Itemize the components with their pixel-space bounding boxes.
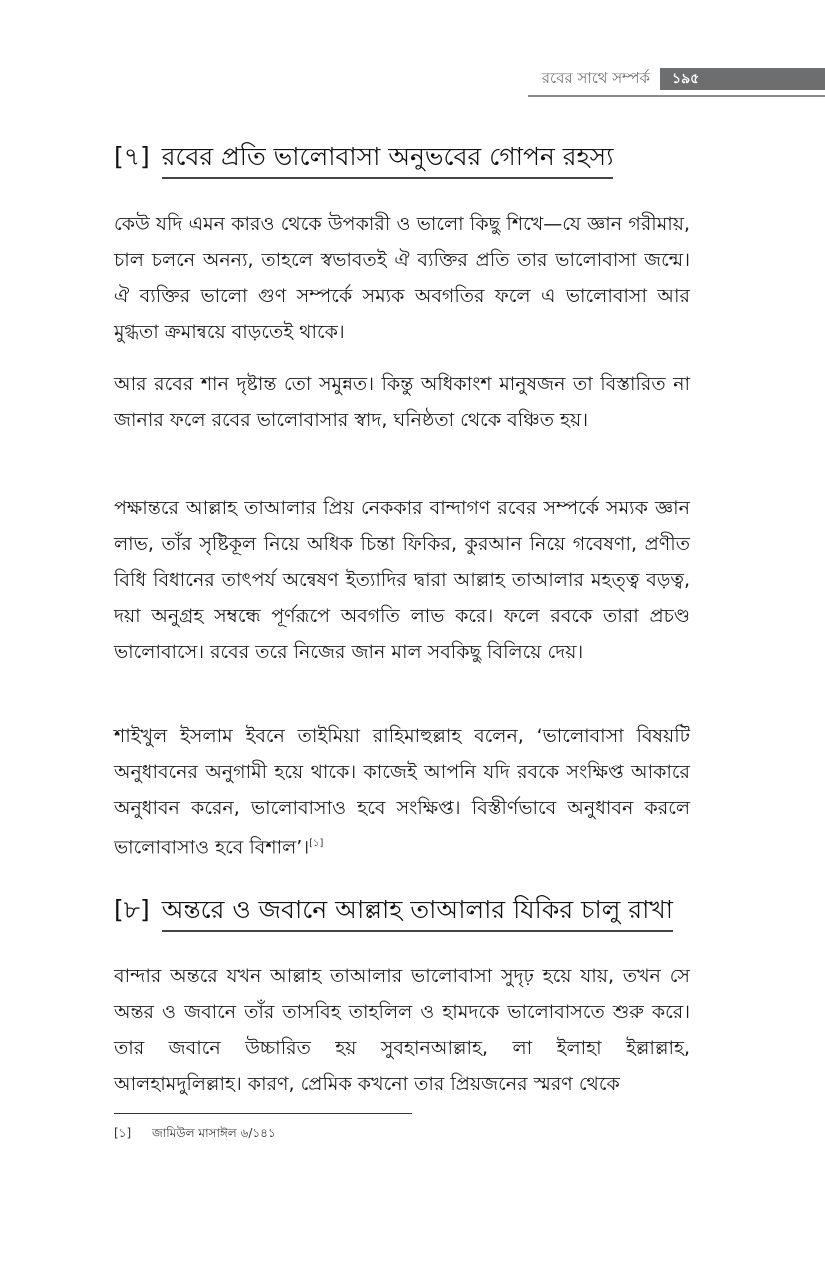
footnote-text: জামিউল মাসাঈল ৬/১৪১: [152, 1126, 276, 1140]
section-number: [৮]: [114, 895, 150, 924]
section-heading-8: [114, 893, 673, 932]
page-number: ১৯৫: [660, 68, 825, 90]
section-heading-7: [114, 140, 613, 179]
section-title: রবের প্রতি ভালোবাসা অনুভবের গোপন রহস্য: [162, 140, 614, 179]
paragraph-with-footnote: [114, 718, 690, 865]
footnote-rule: [114, 1113, 412, 1114]
footnote-reference[interactable]: [১]: [309, 838, 324, 849]
running-title: রবের সাথে সম্পর্ক: [541, 69, 650, 87]
section-number: [৭]: [114, 142, 150, 171]
footnote-marker: [১]: [114, 1126, 132, 1140]
paragraph: বান্দার অন্তরে যখন আল্লাহ তাআলার ভালোবাসা সুদৃঢ় হয়ে যায়, তখন সে অন্তর ও জবানে তাঁর তাসবিহ তাহলিল ও হামদকে ভালোবাসতে শুরু করে। তার জবানে উচ্চারিত হয় সুবহানআল্লাহ, লা ইলাহা ইল্লাল্লাহ, আলহামদুলিল্লাহ। কারণ, প্রেমিক কখনো তার প্রিয়জনের স্মরণ থেকে: [114, 965, 690, 1095]
section-title: অন্তরে ও জবানে আল্লাহ তাআলার যিকির চালু রাখা: [162, 893, 673, 932]
header-rule: [528, 95, 825, 97]
footnote: [114, 1124, 276, 1142]
paragraph-text: শাইখুল ইসলাম ইবনে তাইমিয়া রাহিমাহুল্লাহ বলেন, ‘ভালোবাসা বিষয়টি অনুধাবনের অনুগামী হয়ে থাকে। কাজেই আপনি যদি রবকে সংক্ষিপ্ত আকারে অনুধাবন করেন, ভালোবাসাও হবে সংক্ষিপ্ত। বিস্তীর্ণভাবে অনুধাবন করলে ভালোবাসাও হবে বিশাল’।: [114, 725, 690, 859]
paragraph: পক্ষান্তরে আল্লাহ তাআলার প্রিয় নেককার বান্দাগণ রবের সম্পর্কে সম্যক জ্ঞান লাভ, তাঁর সৃষ্টিকূল নিয়ে অধিক চিন্তা ফিকির, কুরআন নিয়ে গবেষণা, প্রণীত বিধি বিধানের তাৎপর্য অন্বেষণ ইত্যাদির দ্বারা আল্লাহ তাআলার মহত্ত্ব বড়ত্ব, দয়া অনুগ্রহ সম্বন্ধে পূর্ণরূপে অবগতি লাভ করে। ফলে রবকে তারা প্রচণ্ড ভালোবাসে। রবের তরে নিজের জান মাল সবকিছু বিলিয়ে দেয়।: [114, 497, 690, 663]
paragraph: কেউ যদি এমন কারও থেকে উপকারী ও ভালো কিছু শিখে—যে জ্ঞান গরীমায়, চাল চলনে অনন্য, তাহলে স্বভাবতই ঐ ব্যক্তির প্রতি তার ভালোবাসা জন্মে। ঐ ব্যক্তির ভালো গুণ সম্পর্কে সম্যক অবগতির ফলে এ ভালোবাসা আর মুগ্ধতা ক্রমান্বয়ে বাড়তেই থাকে।: [114, 213, 690, 343]
paragraph: আর রবের শান দৃষ্টান্ত তো সমুন্নত। কিন্তু অধিকাংশ মানুষজন তা বিস্তারিত না জানার ফলে রবের ভালোবাসার স্বাদ, ঘনিষ্ঠতা থেকে বঞ্চিত হয়।: [114, 373, 690, 431]
